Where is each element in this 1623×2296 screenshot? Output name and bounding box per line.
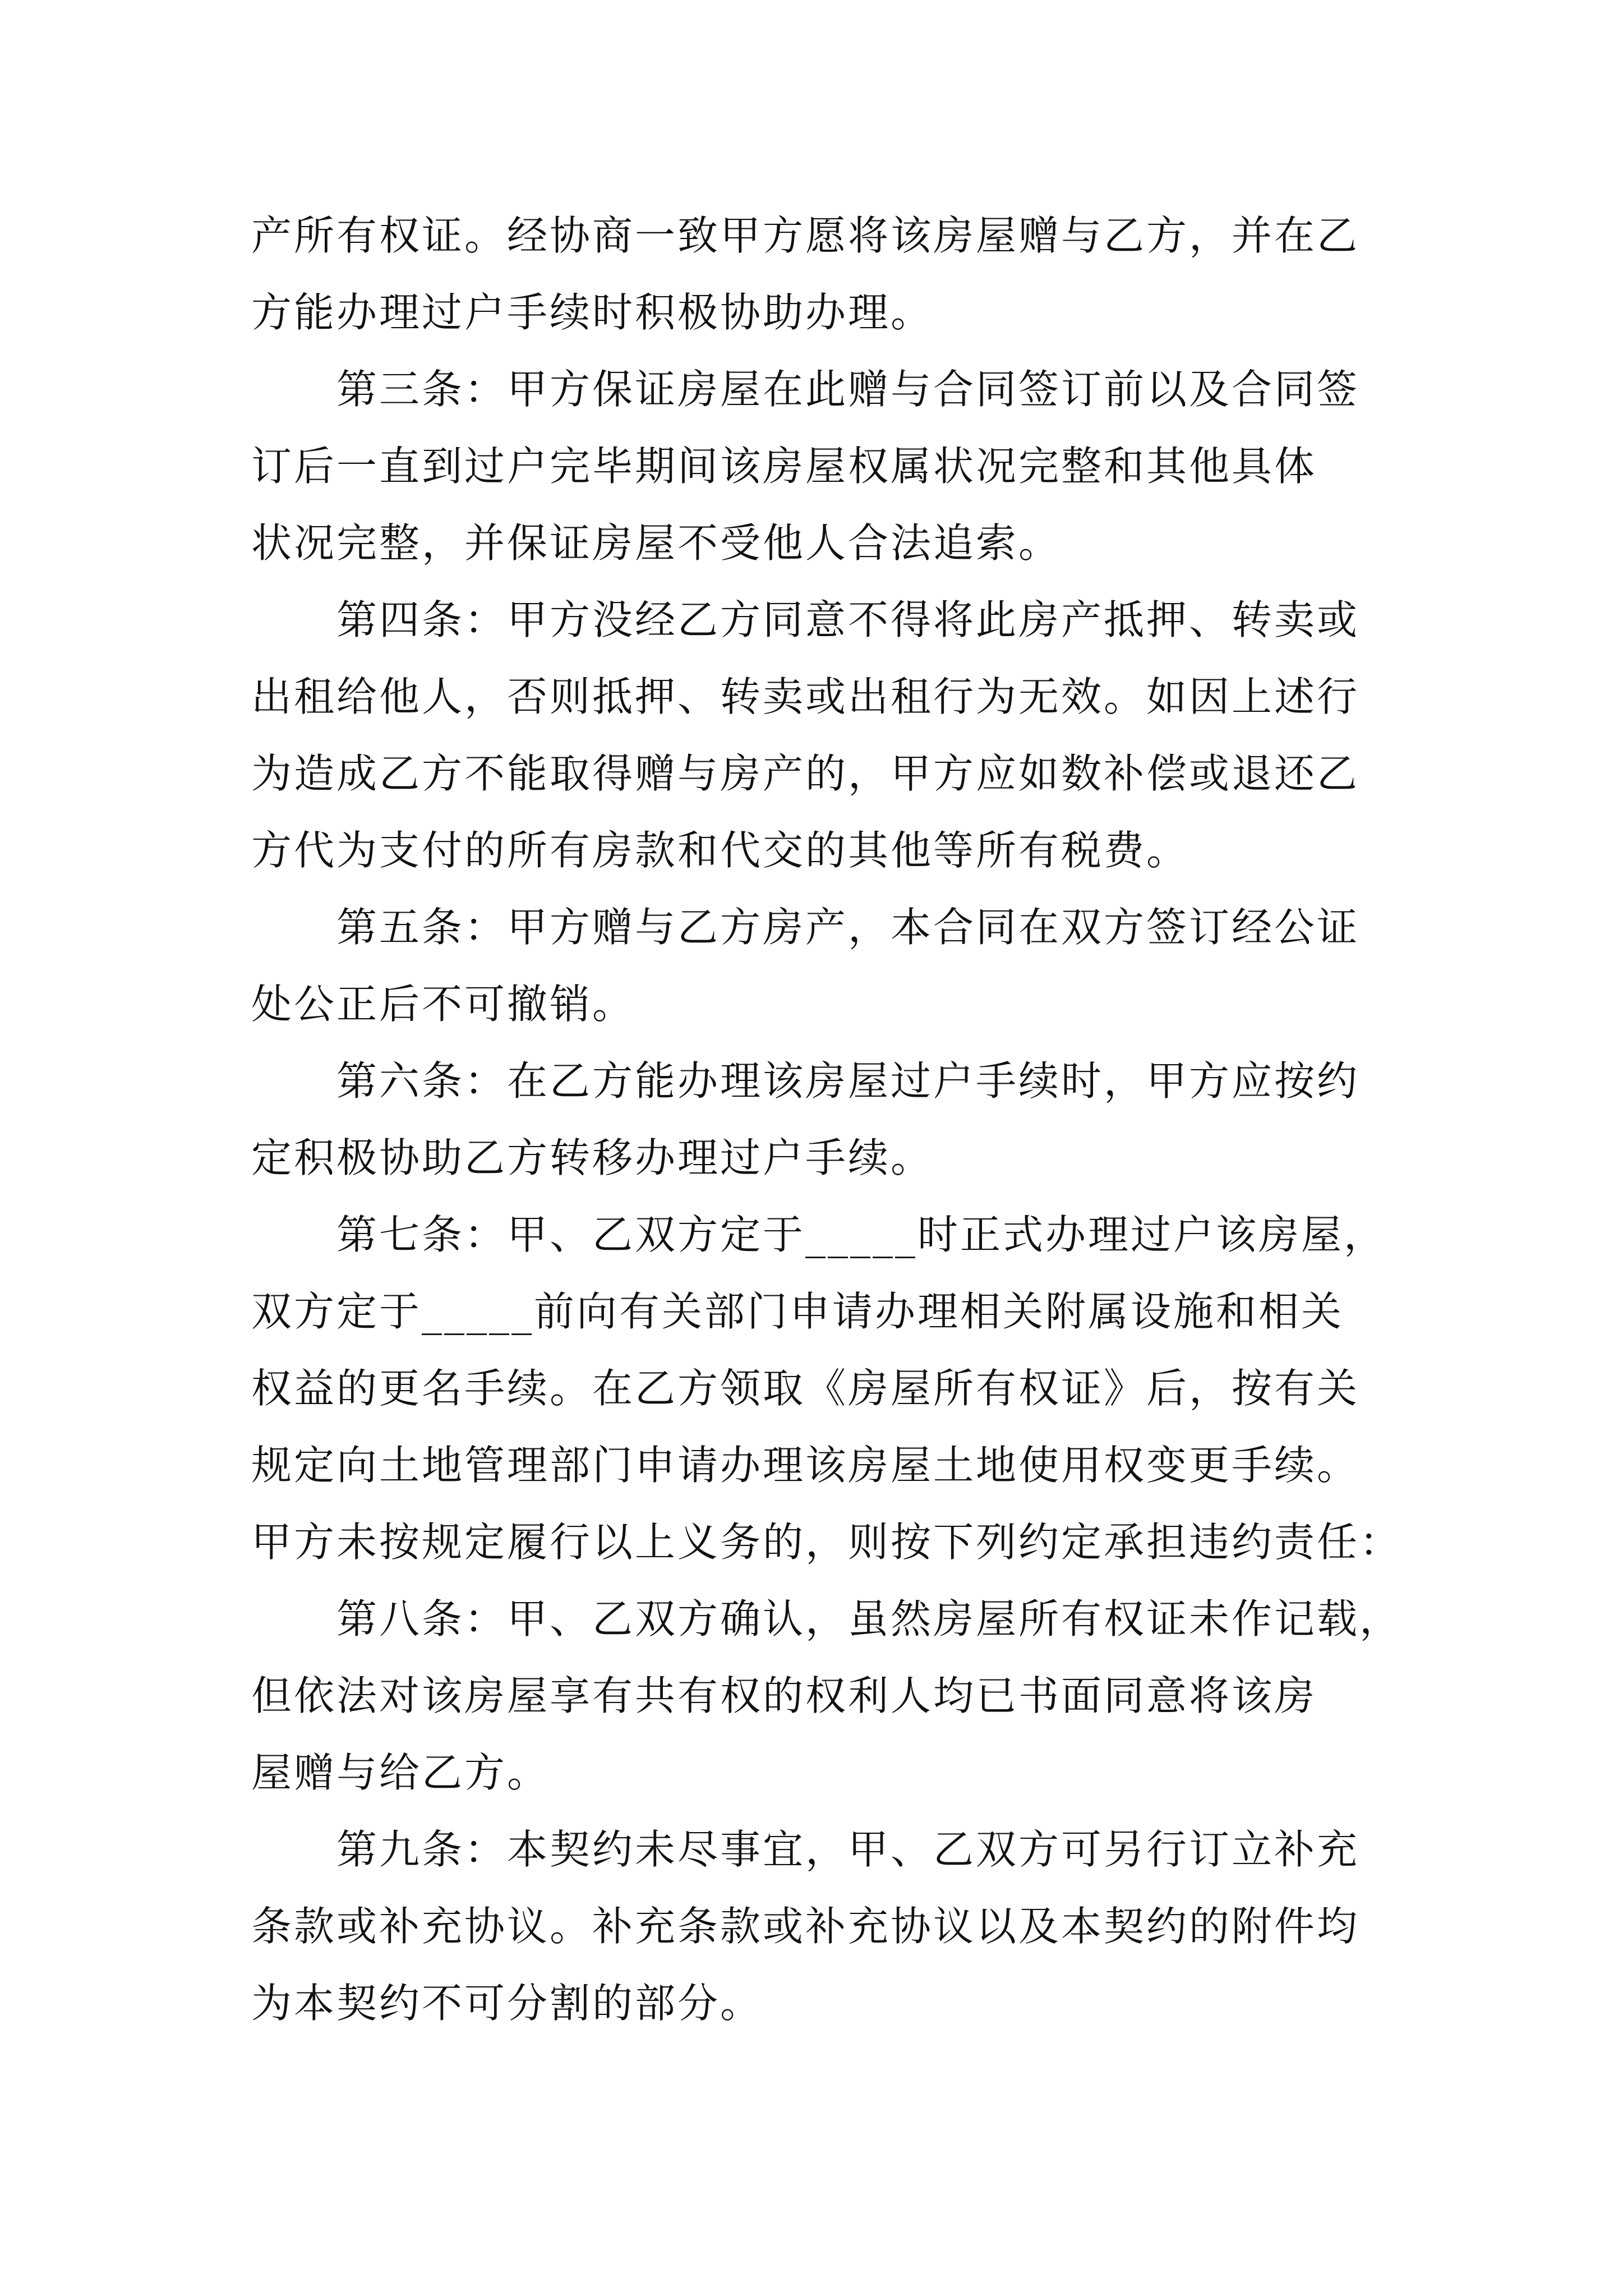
- paragraph-clause-7: [251, 1197, 1403, 1581]
- paragraph-clause-3: [251, 351, 1395, 582]
- text-line: 状况完整，并保证房屋不受他人合法追索。: [251, 519, 1062, 567]
- text-line: 第七条：甲、乙双方定于_____时正式办理过户该房屋，: [336, 1211, 1387, 1258]
- text-line: 处公正后不可撤销。: [251, 981, 635, 1028]
- text-line: 但依法对该房屋享有共有权的权利人均已书面同意将该房: [251, 1672, 1317, 1719]
- text-line: 方代为支付的所有房款和代交的其他等所有税费。: [251, 827, 1189, 874]
- text-line: 方能办理过户手续时积极协助办理。: [251, 289, 934, 336]
- text-line: 产所有权证。经协商一致甲方愿将该房屋赠与乙方，并在乙: [251, 212, 1360, 259]
- text-line: 甲方未按规定履行以上义务的，则按下列约定承担违约责任：: [251, 1519, 1403, 1566]
- text-line: 双方定于_____前向有关部门申请办理相关附属设施和相关: [251, 1288, 1344, 1335]
- paragraph-clause-8: [251, 1581, 1403, 1811]
- paragraph-clause-4: [251, 582, 1395, 889]
- paragraph-clause-5: [251, 889, 1395, 1043]
- text-line: 为造成乙方不能取得赠与房产的，甲方应如数补偿或退还乙: [251, 750, 1360, 797]
- text-line: 条款或补充协议。补充条款或补充协议以及本契约的附件均: [251, 1903, 1360, 1950]
- text-line: 第三条：甲方保证房屋在此赠与合同签订前以及合同签: [336, 366, 1360, 413]
- text-line: 出租给他人，否则抵押、转卖或出租行为无效。如因上述行: [251, 673, 1360, 720]
- paragraph-clause-6: [251, 1043, 1395, 1197]
- text-line: 第八条：甲、乙双方确认，虽然房屋所有权证未作记载，: [336, 1595, 1403, 1642]
- text-line: 第五条：甲方赠与乙方房产，本合同在双方签订经公证: [336, 904, 1360, 951]
- text-line: 规定向土地管理部门申请办理该房屋土地使用权变更手续。: [251, 1442, 1360, 1489]
- text-line: 第四条：甲方没经乙方同意不得将此房产抵押、转卖或: [336, 596, 1360, 643]
- text-line: 第六条：在乙方能办理该房屋过户手续时，甲方应按约: [336, 1057, 1360, 1105]
- text-line: 为本契约不可分割的部分。: [251, 1980, 763, 2027]
- text-line: 订后一直到过户完毕期间该房屋权属状况完整和其他具体: [251, 443, 1317, 490]
- text-line: 权益的更名手续。在乙方领取《房屋所有权证》后，按有关: [251, 1365, 1360, 1412]
- text-line: 定积极协助乙方转移办理过户手续。: [251, 1134, 934, 1181]
- contract-text-body: [251, 197, 1403, 2042]
- paragraph-clause-9: [251, 1811, 1395, 2042]
- text-line: 第九条：本契约未尽事宜，甲、乙双方可另行订立补充: [336, 1826, 1360, 1873]
- text-line: 屋赠与给乙方。: [251, 1749, 550, 1796]
- paragraph-clause-2-tail: [251, 197, 1395, 351]
